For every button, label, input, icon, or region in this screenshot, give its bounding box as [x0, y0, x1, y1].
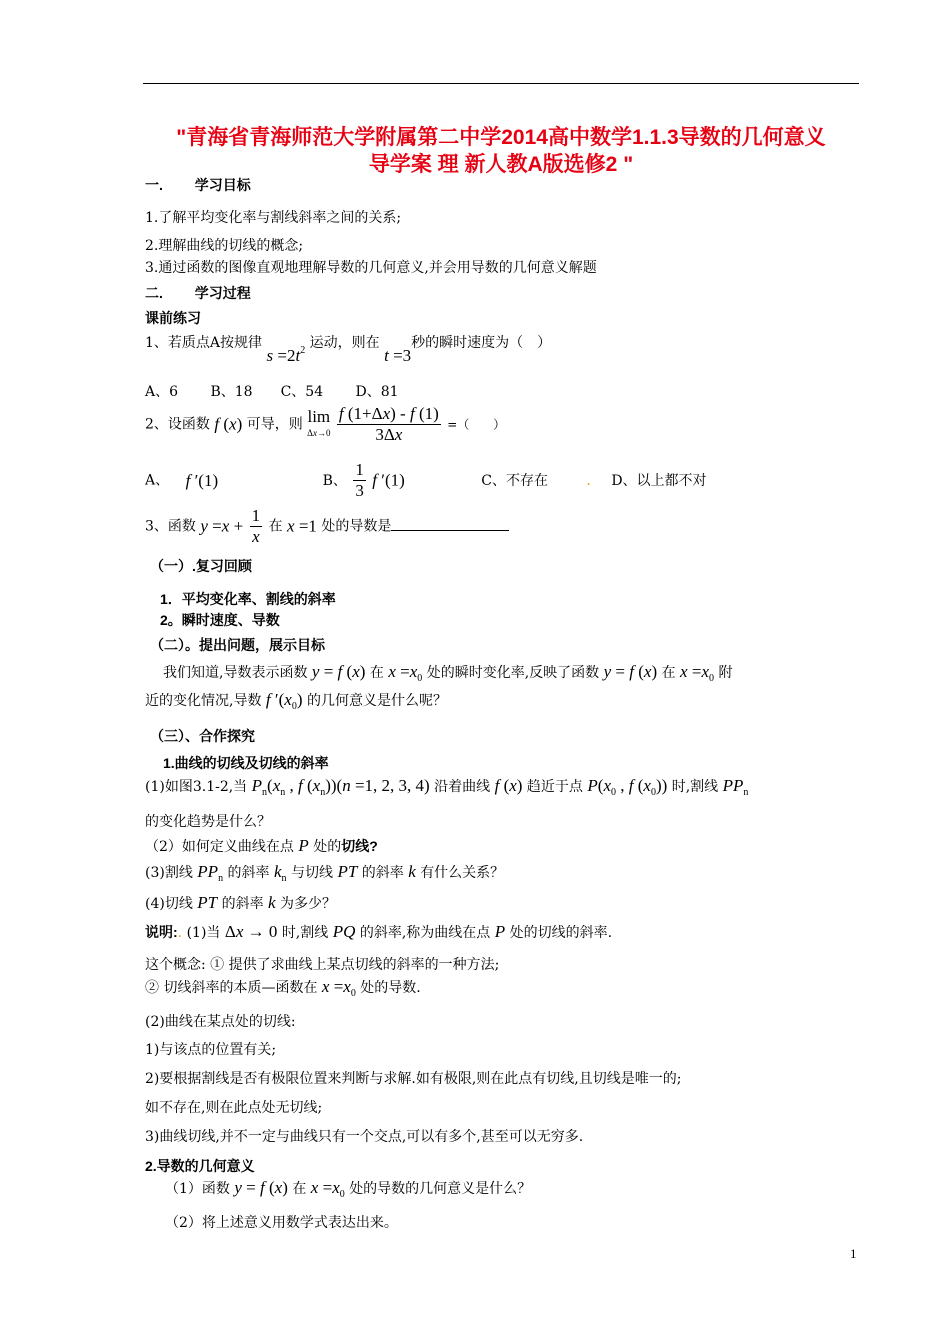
problem-heading: （二）。提出问题，展示目标: [150, 637, 325, 653]
question-2: 2、设函数 f (x) 可导，则 lim Δx→0 $\frac{f (1+\Delta x) - f (1)}{3\Delta x}$ =（ ）: [145, 404, 506, 444]
geometric-meaning-q2: （2）将上述意义用数学式表达出来。: [165, 1215, 398, 1231]
question-1: 1、若质点A按规律 $s =2t^2$ 运动，则在 t =3秒的瞬时速度为（ ）: [145, 335, 552, 365]
section-heading-process: 二. 学习过程: [145, 285, 251, 301]
title-line-1: "青海省青海师范大学附属第二中学2014高中数学1.1.3导数的几何意义: [176, 126, 826, 149]
concept-line-2: ② 切线斜率的本质—函数在 $x =x_0$ 处的导数.: [145, 977, 421, 999]
explore-q1-line2: 的变化趋势是什么？: [145, 814, 271, 830]
review-item-2: 2。瞬时速度、导数: [160, 612, 280, 628]
review-item-1: 1．平均变化率、割线的斜率: [160, 591, 336, 607]
question-2-options: A、 f ′(1) B、 $\frac{1}{3}$ f ′(1) C、不存在 . D、以上都不对: [145, 460, 707, 500]
explore-q4: (4)切线 PT 的斜率 k 为多少？: [145, 893, 337, 912]
concept-line-1: 这个概念: ① 提供了求曲线上某点切线的斜率的一种方法;: [145, 957, 500, 973]
document-title: [143, 124, 859, 178]
tangent-point-2-cont: 如不存在,则在此点处无切线;: [145, 1100, 323, 1116]
goal-1: 1.了解平均变化率与割线斜率之间的关系;: [145, 210, 402, 226]
explore-heading: （三）、合作探究: [150, 728, 255, 744]
tangent-point-1: 1)与该点的位置有关;: [145, 1042, 277, 1058]
geometric-meaning-heading: 2.导数的几何意义: [145, 1158, 255, 1174]
page-number: 1: [850, 1246, 857, 1261]
review-heading: （一）.复习回顾: [150, 558, 252, 574]
explore-q3: (3)割线 $PP_n$ 的斜率 $k_n$ 与切线 PT 的斜率 k 有什么关系？: [145, 862, 505, 884]
tangent-subheading: 1.曲线的切线及切线的斜率: [163, 755, 329, 771]
explore-q1-line1: (1)如图3.1-2,当 $P_n(x_n$ , f $(x_n))(n =1$, 2, 3, 4) 沿着曲线 f (x) 趋近于点 $P(x_0$ , f $(x_0)$) 时,割线 $PP_n$: [145, 776, 749, 798]
tangent-point-2: 2)要根据割线是否有极限位置来判断与求解.如有极限,则在此点有切线,且切线是唯一的;: [145, 1071, 682, 1087]
pre-practice-heading: 课前练习: [145, 310, 201, 326]
question-3: 3、函数 y =x + $\frac{1}{x}$ 在 x =1 处的导数是: [145, 506, 509, 547]
section-heading-goals: 一. 学习目标: [145, 177, 251, 193]
answer-blank[interactable]: [391, 516, 509, 531]
problem-paragraph-line2: 近的变化情况,导数 f $'(x_0)$ 的几何意义是什么呢？: [145, 690, 447, 712]
geometric-meaning-q1: （1）函数 y = f (x) 在 $x =x_0$ 处的导数的几何意义是什么？: [165, 1178, 532, 1200]
title-line-2: 导学案 理 新人教A版选修2 ": [368, 153, 634, 176]
tangent-point-3: 3)曲线切线,并不一定与曲线只有一个交点,可以有多个,甚至可以无穷多.: [145, 1129, 584, 1145]
problem-paragraph-line1: 我们知道,导数表示函数 y = f (x) 在 $x =x_0$ 处的瞬时变化率,反映了函数 y = f (x) 在 $x =x_0$ 附: [163, 662, 733, 684]
explore-q2: （2）如何定义曲线在点 P 处的切线?: [145, 836, 378, 855]
header-rule: [143, 83, 859, 84]
tangent-point-heading: (2)曲线在某点处的切线:: [145, 1014, 296, 1030]
explanation-note: 说明:. (1)当 Δx → 0 时,割线 PQ 的斜率,称为曲线在点 P 处的切线的斜率.: [145, 922, 613, 941]
goal-2: 2.理解曲线的切线的概念;: [145, 238, 304, 254]
goal-3: 3.通过函数的图像直观地理解导数的几何意义,并会用导数的几何意义解题: [145, 260, 597, 276]
question-1-options: A、6 B、18 C、54 D、81: [145, 384, 399, 400]
